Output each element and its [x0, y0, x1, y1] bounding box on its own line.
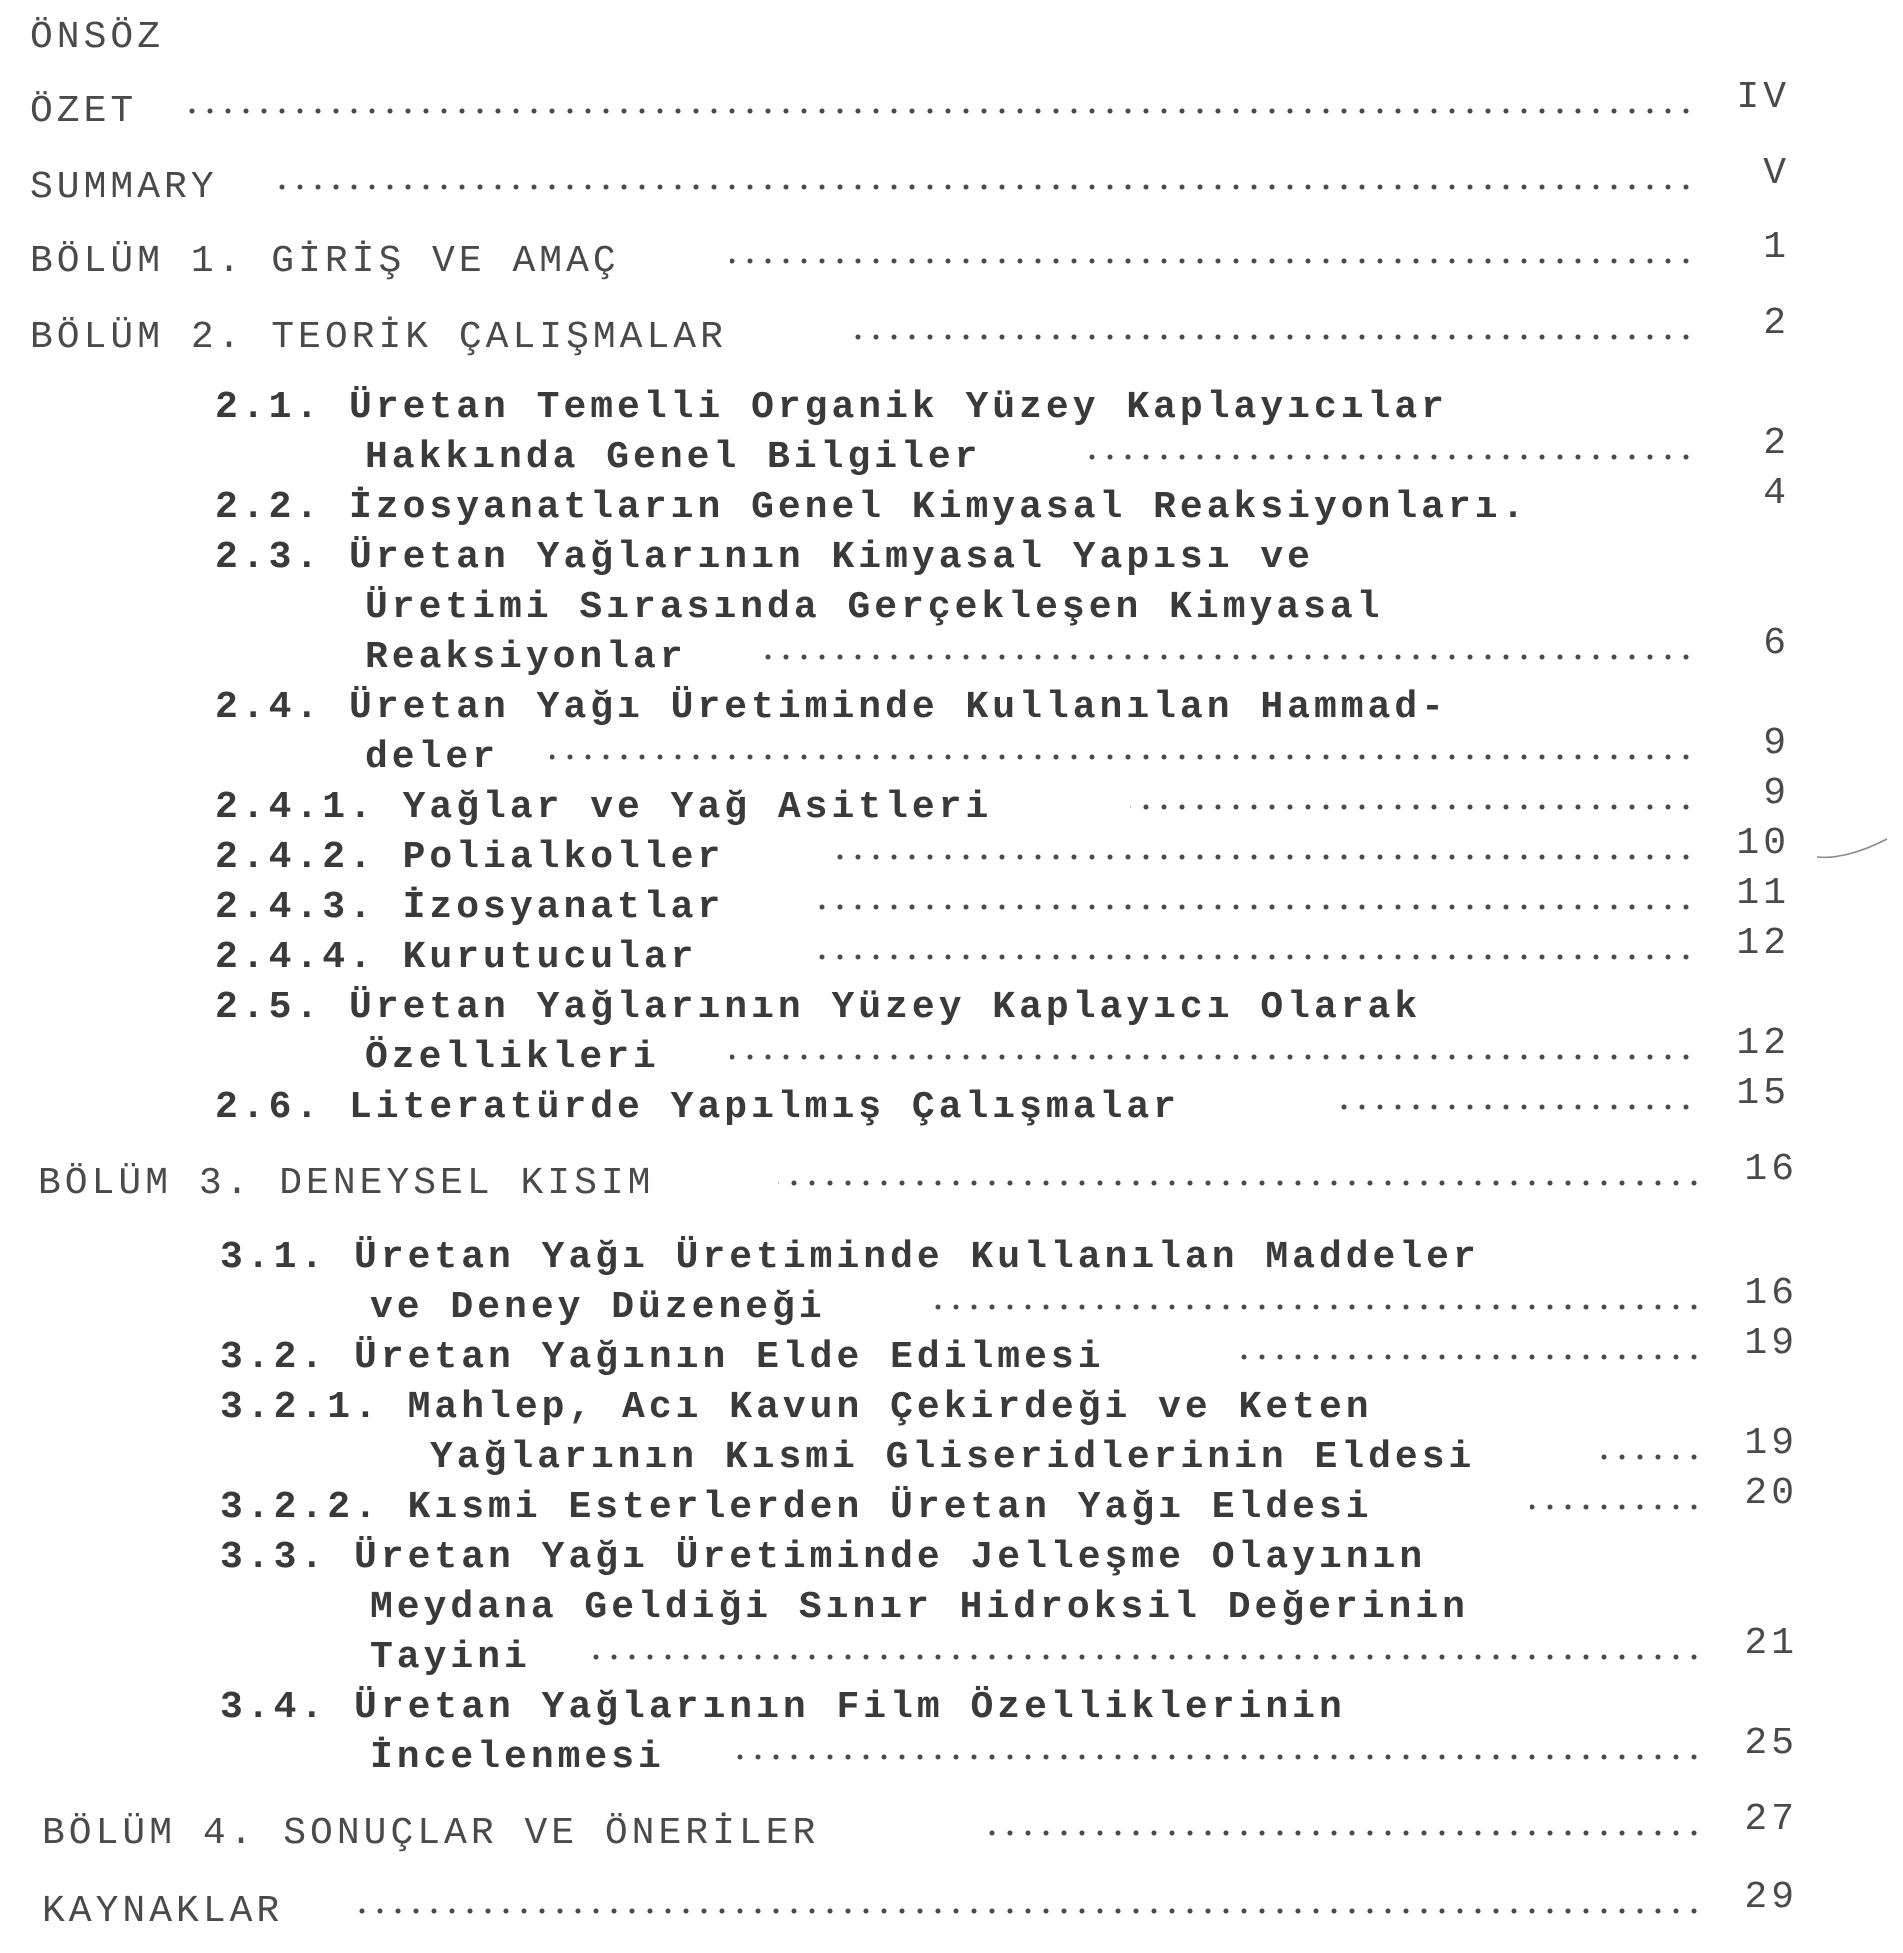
toc-entry-text: BÖLÜM 4. SONUÇLAR VE ÖNERİLER [42, 1812, 820, 1855]
toc-entry-text: Yağlarının Kısmi Gliseridlerinin Eldesi [430, 1436, 1476, 1479]
leader-dots [275, 180, 1695, 194]
leader-dots [850, 330, 1695, 344]
toc-entry-text: Meydana Geldiği Sınır Hidroksil Değerinin [370, 1586, 1469, 1629]
leader-dots [730, 254, 1695, 268]
toc-entry-text: 2.4.4. Kurutucular [215, 936, 698, 979]
toc-entry-text: 3.1. Üretan Yağı Üretiminde Kullanılan Maddeler [220, 1236, 1480, 1279]
toc-entry-3-4-line-2 [370, 1722, 1798, 1784]
toc-entry-text: 2.5. Üretan Yağlarının Yüzey Kaplayıcı Olarak [215, 986, 1422, 1029]
toc-entry-summary [30, 152, 1790, 214]
toc-page-number: 15 [1736, 1072, 1790, 1115]
toc-entry-2-3-line-2 [365, 582, 1790, 634]
toc-entry-text: 3.3. Üretan Yağı Üretiminde Jelleşme Olayının [220, 1536, 1427, 1579]
toc-entry-3-2 [220, 1322, 1798, 1384]
toc-entry-text: BÖLÜM 2. TEORİK ÇALIŞMALAR [30, 316, 727, 359]
leader-dots [1530, 1500, 1703, 1514]
toc-entry-3-4-line-1 [220, 1682, 1798, 1734]
toc-page-number: 6 [1763, 622, 1790, 665]
toc-entry-chapter-1 [30, 226, 1790, 288]
toc-entry-2-4-2 [215, 822, 1790, 884]
toc-entry-text: 3.4. Üretan Yağlarının Film Özelliklerinin [220, 1686, 1346, 1729]
leader-dots [1335, 1100, 1695, 1114]
toc-entry-2-4-line-2 [365, 722, 1790, 784]
toc-entry-text: 2.4. Üretan Yağı Üretiminde Kullanılan Hammad- [215, 686, 1448, 729]
toc-entry-text: 2.6. Literatürde Yapılmış Çalışmalar [215, 1086, 1180, 1129]
leader-dots [730, 1050, 1695, 1064]
toc-page-number: IV [1736, 76, 1790, 119]
toc-entry-ozet [30, 76, 1790, 138]
leader-dots [182, 104, 1695, 118]
toc-entry-3-3-line-1 [220, 1532, 1798, 1584]
toc-entry-text: Üretimi Sırasında Gerçekleşen Kimyasal [365, 586, 1384, 629]
toc-entry-text: ve Deney Düzeneği [370, 1286, 826, 1329]
pencil-mark [1815, 835, 1890, 865]
toc-page-number: 12 [1736, 922, 1790, 965]
toc-entry-text: Hakkında Genel Bilgiler [365, 436, 982, 479]
leader-dots [765, 650, 1695, 664]
toc-page-number: 9 [1763, 772, 1790, 815]
toc-entry-text: 2.4.3. İzosyanatlar [215, 886, 725, 929]
toc-page-number: 16 [1744, 1272, 1798, 1315]
toc-entry-text: İncelenmesi [370, 1736, 665, 1779]
toc-entry-3-2-1-line-2 [430, 1422, 1798, 1484]
toc-entry-2-3-line-3 [365, 622, 1790, 684]
toc-entry-3-2-1-line-1 [220, 1382, 1798, 1434]
toc-page-number: 21 [1744, 1622, 1798, 1665]
toc-page-number: 20 [1744, 1472, 1798, 1515]
toc-page-number: 19 [1744, 1322, 1798, 1365]
toc-entry-text: KAYNAKLAR [42, 1890, 284, 1933]
toc-entry-2-1-line-2 [365, 422, 1790, 484]
toc-page-number: 9 [1763, 722, 1790, 765]
toc-entry-2-6 [215, 1072, 1790, 1134]
toc-entry-text: 3.2.2. Kısmi Esterlerden Üretan Yağı Eldesi [220, 1486, 1373, 1529]
toc-entry-2-3-line-1 [215, 532, 1790, 584]
toc-entry-text: SUMMARY [30, 166, 218, 209]
toc-entry-onsoz [30, 12, 530, 64]
leader-dots [550, 750, 1695, 764]
toc-entry-2-2 [215, 472, 1790, 534]
leader-dots [1240, 1350, 1703, 1364]
toc-page-number: 29 [1744, 1876, 1798, 1919]
toc-entry-kaynaklar [42, 1876, 1798, 1938]
toc-page-number: 4 [1763, 472, 1790, 515]
toc-entry-3-3-line-2 [370, 1582, 1798, 1634]
toc-entry-text: ÖZET [30, 90, 138, 133]
leader-dots [925, 1300, 1703, 1314]
toc-page-number: 16 [1744, 1148, 1798, 1191]
toc-entry-chapter-4 [42, 1798, 1798, 1860]
toc-entry-text: Tayini [370, 1636, 531, 1679]
toc-entry-text: 2.4.2. Polialkoller [215, 836, 725, 879]
toc-entry-3-2-2 [220, 1472, 1798, 1534]
toc-entry-text: BÖLÜM 1. GİRİŞ VE AMAÇ [30, 240, 620, 283]
toc-entry-text: deler [365, 736, 500, 779]
toc-page-number: 11 [1736, 872, 1790, 915]
leader-dots [830, 850, 1695, 864]
toc-page-number: 2 [1763, 422, 1790, 465]
toc-entry-text: 2.3. Üretan Yağlarının Kimyasal Yapısı ve [215, 536, 1314, 579]
toc-entry-2-4-1 [215, 772, 1790, 834]
toc-entry-2-5-line-1 [215, 982, 1790, 1034]
toc-entry-text: 2.4.1. Yağlar ve Yağ Asitleri [215, 786, 993, 829]
toc-page-number: 27 [1744, 1798, 1798, 1841]
toc-entry-chapter-2 [30, 302, 1790, 364]
toc-page-number: 2 [1763, 302, 1790, 345]
leader-dots [977, 1826, 1703, 1840]
toc-entry-2-5-line-2 [365, 1022, 1790, 1084]
toc-entry-2-4-3 [215, 872, 1790, 934]
toc-entry-3-3-line-3 [370, 1622, 1798, 1684]
toc-entry-text: Özellikleri [365, 1036, 660, 1079]
toc-entry-text: 2.2. İzosyanatların Genel Kimyasal Reaksiyonları. [215, 486, 1529, 529]
leader-dots [590, 1650, 1703, 1664]
toc-page-number: 10 [1736, 822, 1790, 865]
toc-entry-text: ÖNSÖZ [30, 16, 165, 59]
leader-dots [1595, 1450, 1703, 1464]
toc-entry-2-1-line-1 [215, 382, 1790, 434]
toc-entry-text: BÖLÜM 3. DENEYSEL KISIM [38, 1162, 655, 1205]
toc-page-number: 25 [1744, 1722, 1798, 1765]
toc-entry-3-1-line-2 [370, 1272, 1798, 1334]
leader-dots [1085, 450, 1695, 464]
leader-dots [347, 1904, 1703, 1918]
toc-entry-chapter-3 [38, 1148, 1798, 1210]
toc-entry-text: 3.2. Üretan Yağının Elde Edilmesi [220, 1336, 1105, 1379]
toc-page-number: 19 [1744, 1422, 1798, 1465]
leader-dots [815, 900, 1695, 914]
toc-entry-text: 2.1. Üretan Temelli Organik Yüzey Kaplayıcılar [215, 386, 1448, 429]
toc-entry-3-1-line-1 [220, 1232, 1798, 1284]
toc-page-number: 12 [1736, 1022, 1790, 1065]
leader-dots [735, 1750, 1703, 1764]
toc-entry-2-4-line-1 [215, 682, 1790, 734]
leader-dots [810, 950, 1695, 964]
toc-entry-text: Reaksiyonlar [365, 636, 687, 679]
toc-page-number: V [1763, 152, 1790, 195]
leader-dots [1130, 800, 1695, 814]
toc-entry-text: 3.2.1. Mahlep, Acı Kavun Çekirdeği ve Keten [220, 1386, 1373, 1429]
toc-entry-2-4-4 [215, 922, 1790, 984]
leader-dots [778, 1176, 1703, 1190]
toc-page-number: 1 [1763, 226, 1790, 269]
